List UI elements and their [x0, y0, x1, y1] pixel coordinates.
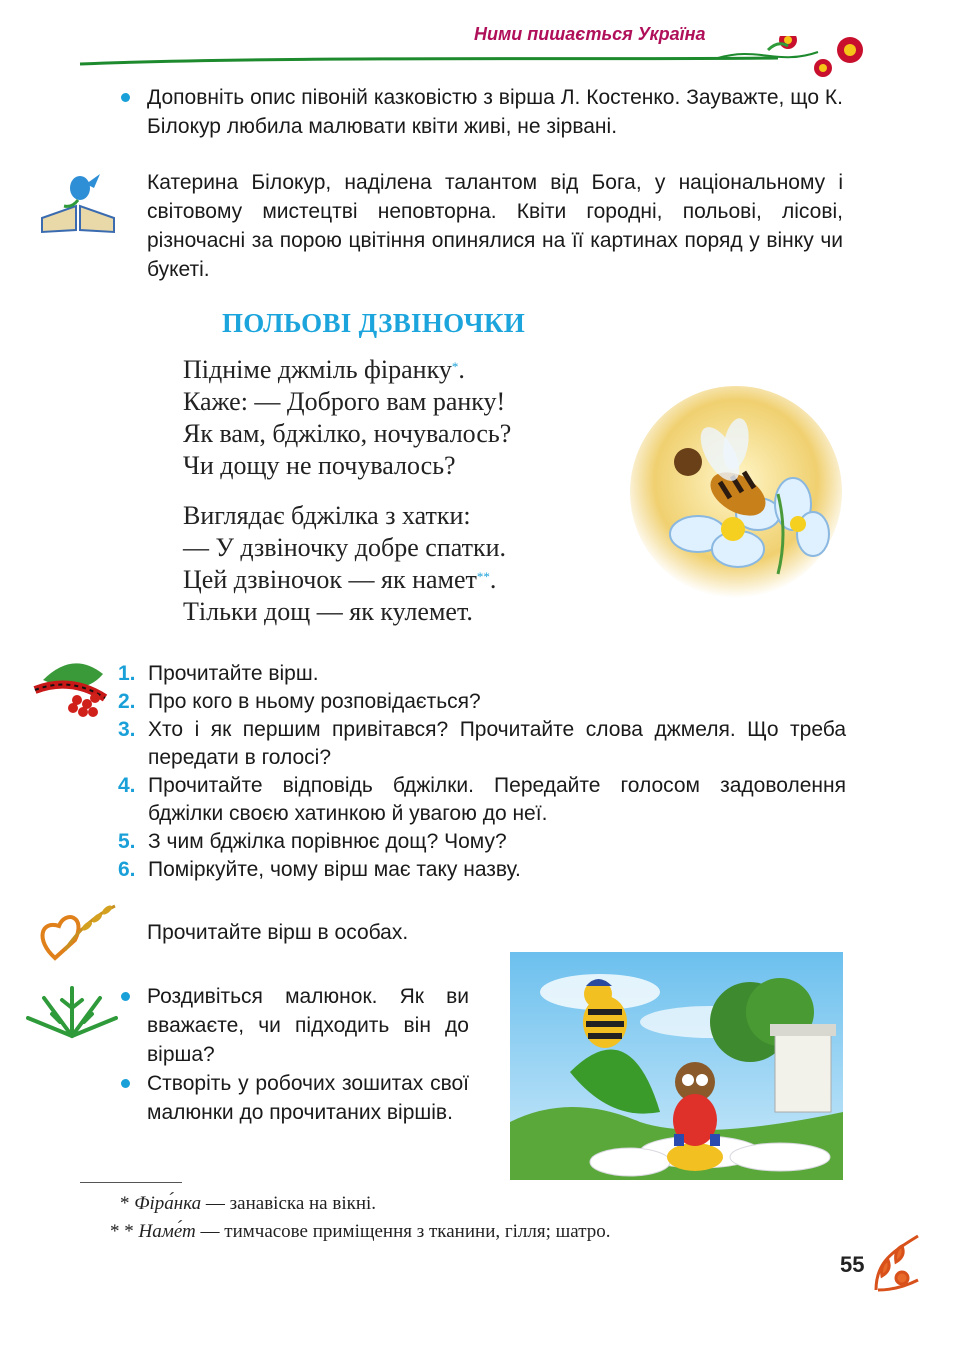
grass-ornament-icon: [22, 980, 122, 1040]
viburnum-icon: [33, 656, 113, 718]
poem-line: — У дзвіночку добре спатки.: [183, 533, 507, 562]
bullet-marker: [121, 93, 130, 102]
poem-line: Цей дзвіночок — як намет**.: [183, 565, 497, 594]
poem-line: Каже: — Доброго вам ранку!: [183, 387, 506, 416]
bullet-marker: [121, 1079, 130, 1088]
poem-line: Як вам, бджілко, ночувалось?: [183, 419, 512, 448]
task-item: Роздивіться малюнок. Як ви вважаєте, чи підходить він до вірша?: [147, 982, 469, 1069]
question-number: 2.: [118, 690, 136, 713]
question-number: 1.: [118, 662, 136, 685]
question-number: 4.: [118, 774, 136, 797]
intro-bullet: Доповніть опис півоній казковістю з вірша Л. Костенко. Зауважте, що К. Білокур любила малювати квіти живі, не зірвані.: [147, 83, 843, 141]
poem-line: Тільки дощ — як кулемет.: [183, 597, 473, 626]
corner-ornament-icon: [872, 1232, 922, 1294]
poem-line: Підніме джміль фіранку*.: [183, 355, 465, 384]
footnote-term: Фіра́нка: [134, 1193, 202, 1214]
footnote-marker: **: [476, 569, 490, 584]
bullet-marker: [121, 992, 130, 1001]
footnote-term: Наме́т: [138, 1221, 196, 1242]
running-header: Ними пишається Україна: [474, 24, 706, 44]
footnote-1: * Фіра́нка — занавіска на вікні.: [120, 1193, 377, 1214]
question-number: 3.: [118, 718, 136, 741]
bird-book-icon: [38, 166, 118, 236]
questions-list: [118, 660, 846, 884]
tasks-list: [147, 982, 469, 1127]
question-item: 2. Про кого в ньому розповідається?: [118, 688, 846, 716]
question-item: 4. Прочитайте відповідь бджілки. Передайте голосом задоволення бджілки своєю хатинкою й увагою до неї.: [118, 774, 846, 825]
poem-stanza-1: [183, 354, 511, 482]
question-item: 1. Прочитайте вірш.: [118, 660, 846, 688]
question-item: 5. З чим бджілка порівнює дощ? Чому?: [118, 828, 846, 856]
footnote-rule: [80, 1182, 182, 1183]
wheat-heart-icon: [35, 900, 119, 964]
question-number: 6.: [118, 858, 136, 881]
footnote-marker: *: [451, 359, 459, 374]
page-number: 55: [840, 1252, 865, 1277]
footnote-2: * * Наме́т — тимчасове приміщення з тканини, гілля; шатро.: [110, 1221, 611, 1242]
bee-flower-illustration: [628, 384, 844, 600]
task-item: Створіть у робочих зошитах свої малюнки до прочитаних віршів.: [147, 1069, 469, 1127]
question-item: 3. Хто і як першим привітався? Прочитайте слова джмеля. Що треба передати в голосі?: [118, 718, 846, 769]
poem-stanza-2: [183, 500, 506, 628]
read-roles-task: Прочитайте вірш в особах.: [147, 921, 409, 944]
header-decoration: [78, 36, 878, 86]
poem-line: Виглядає бджілка з хатки:: [183, 501, 471, 530]
question-item: 6. Поміркуйте, чому вірш має таку назву.: [118, 856, 846, 884]
question-number: 5.: [118, 830, 136, 853]
info-paragraph: Катерина Білокур, наділена талантом від Бога, у національному і світовому мистецтві неповторна. Квіти городні, польові, лісові, різночасні за порою цвітіння опинялися на її картинах поряд у вінку чи букеті.: [147, 171, 843, 281]
poem-line: Чи дощу не почувалось?: [183, 451, 456, 480]
bees-cartoon-illustration: [510, 952, 843, 1180]
poem-title: ПОЛЬОВІ ДЗВІНОЧКИ: [222, 308, 526, 338]
